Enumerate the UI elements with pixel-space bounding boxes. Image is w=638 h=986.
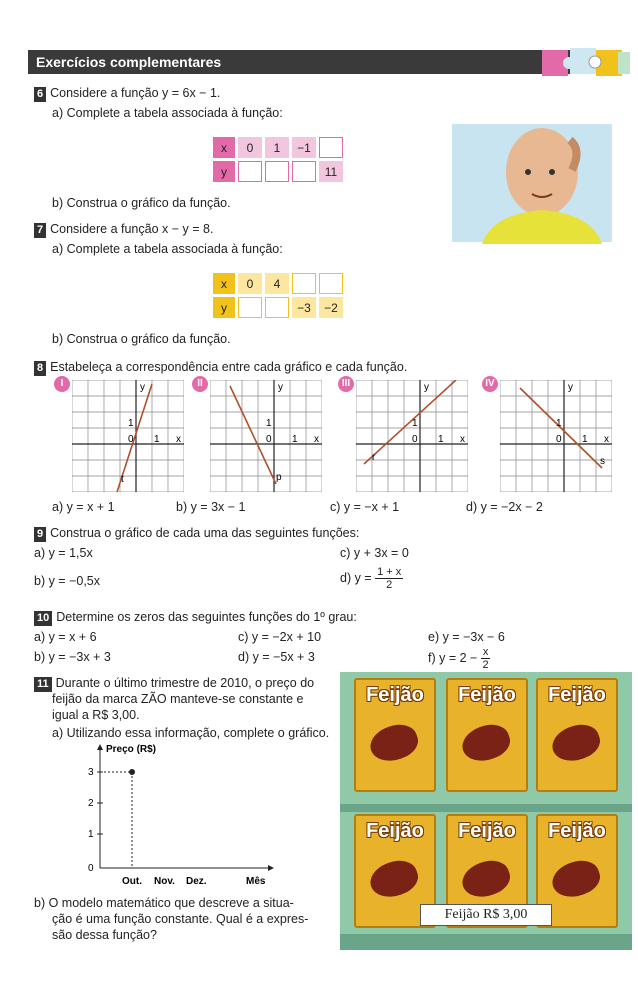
- tick-label: 0: [412, 434, 418, 445]
- chart-xlabel: Mês: [246, 876, 266, 887]
- ex9-d: d) y = $\frac{1 + x}{2}$: [340, 566, 402, 591]
- ex8-opt-c: c) y = −x + 1: [330, 500, 400, 514]
- table-input[interactable]: [265, 161, 289, 182]
- tick-label: 1: [154, 434, 160, 445]
- ex11-b3: são dessa função?: [52, 928, 157, 942]
- function-graph: [210, 380, 322, 492]
- ex8-opt-b: b) y = 3x − 1: [176, 500, 246, 514]
- bean-bag: Feijão: [446, 678, 528, 792]
- ex6-table: x 0 1 −1 y 11: [210, 134, 346, 185]
- section-title: Exercícios complementares: [36, 54, 222, 70]
- y-tick: 3: [88, 767, 94, 778]
- ex11-b2: ção é uma função constante. Qual é a expres-: [52, 912, 309, 926]
- ex8-stem: 8 Estabeleça a correspondência entre cada gráfico e cada função.: [34, 360, 407, 376]
- ex7-b: b) Construa o gráfico da função.: [52, 332, 231, 346]
- tick-label: 1: [128, 418, 134, 429]
- table-input[interactable]: [292, 273, 316, 294]
- table-input[interactable]: [238, 161, 262, 182]
- point-label: r: [372, 452, 376, 463]
- thinking-boy-illustration: [452, 110, 614, 244]
- function-graph: [500, 380, 612, 492]
- ex7-number: 7: [34, 223, 46, 238]
- tick-label: 1: [582, 434, 588, 445]
- x-axis-label: x: [314, 434, 319, 445]
- chart-ylabel: Preço (R$): [106, 744, 157, 755]
- tick-label: 0: [128, 434, 134, 445]
- ex10-stem: 10 Determine os zeros das seguintes funções do 1º grau:: [34, 610, 357, 626]
- graph-badge: II: [192, 376, 208, 392]
- y-axis-label: y: [278, 382, 283, 393]
- x-tick: Dez.: [186, 876, 207, 887]
- ex6-stem: 6 Considere a função y = 6x − 1.: [34, 86, 220, 102]
- ex10-c: c) y = −2x + 10: [238, 630, 322, 644]
- section-header: [28, 50, 588, 74]
- x-tick: Out.: [122, 876, 142, 887]
- ex10-a: a) y = x + 6: [34, 630, 97, 644]
- ex8-opt-d: d) y = −2x − 2: [466, 500, 543, 514]
- ex10-f: f) y = 2 − $\frac{x}{2}$: [428, 646, 489, 671]
- point-label: p: [276, 472, 282, 483]
- ex9-a: a) y = 1,5x: [34, 546, 93, 560]
- ex11-b1: b) O modelo matemático que descreve a situa-: [34, 896, 294, 910]
- table-input[interactable]: [292, 161, 316, 182]
- ex11-line3: igual a R$ 3,00.: [52, 708, 140, 722]
- ex7-a: a) Complete a tabela associada à função:: [52, 242, 283, 256]
- tick-label: 0: [556, 434, 562, 445]
- table-input[interactable]: [265, 297, 289, 318]
- ex10-b: b) y = −3x + 3: [34, 650, 111, 664]
- ex6-b: b) Construa o gráfico da função.: [52, 196, 231, 210]
- y-axis-label: y: [568, 382, 573, 393]
- y-axis-label: y: [140, 382, 145, 393]
- point-label: t: [121, 474, 124, 485]
- y-tick: 2: [88, 798, 94, 809]
- x-axis-label: x: [460, 434, 465, 445]
- ex9-b: b) y = −0,5x: [34, 574, 101, 588]
- tick-label: 1: [292, 434, 298, 445]
- point-label: s: [600, 456, 605, 467]
- y-tick: 1: [88, 829, 94, 840]
- bean-bag: Feijão: [536, 678, 618, 792]
- x-axis-label: x: [176, 434, 181, 445]
- ex11-a: a) Utilizando essa informação, complete o gráfico.: [52, 726, 330, 740]
- y-axis-label: y: [424, 382, 429, 393]
- ex9-stem: 9 Construa o gráfico de cada uma das seguintes funções:: [34, 526, 359, 542]
- ex10-e: e) y = −3x − 6: [428, 630, 505, 644]
- ex8-number: 8: [34, 361, 46, 376]
- graph-badge: IV: [482, 376, 498, 392]
- bean-shelf-illustration: [340, 672, 632, 950]
- table-input[interactable]: [238, 297, 262, 318]
- table-input[interactable]: [319, 137, 343, 158]
- puzzle-icon: [532, 42, 632, 84]
- x-tick: Nov.: [154, 876, 175, 887]
- ex11-line2: feijão da marca ZÃO manteve-se constante e: [52, 692, 304, 706]
- bean-bag: Feijão: [536, 814, 618, 928]
- ex6-number: 6: [34, 87, 46, 102]
- ex11-line1: 11 Durante o último trimestre de 2010, o preço do: [34, 676, 314, 692]
- ex8-opt-a: a) y = x + 1: [52, 500, 115, 514]
- ex9-c: c) y + 3x = 0: [340, 546, 409, 560]
- x-axis-label: x: [604, 434, 609, 445]
- bean-bag: Feijão: [354, 814, 436, 928]
- graph-badge: III: [338, 376, 354, 392]
- ex10-number: 10: [34, 611, 52, 626]
- bean-bag: Feijão: [354, 678, 436, 792]
- ex7-table: x 0 4 y −3 −2: [210, 270, 346, 321]
- function-graph: [72, 380, 184, 492]
- price-tag: Feijão R$ 3,00: [420, 904, 552, 926]
- ex9-number: 9: [34, 527, 46, 542]
- bean-bag: Feijão: [446, 814, 528, 928]
- ex11-number: 11: [34, 677, 52, 692]
- tick-label: 1: [556, 418, 562, 429]
- function-graph: [356, 380, 468, 492]
- ex7-stem: 7 Considere a função x − y = 8.: [34, 222, 213, 238]
- table-input[interactable]: [319, 273, 343, 294]
- data-point: [129, 769, 135, 775]
- ex6-a: a) Complete a tabela associada à função:: [52, 106, 283, 120]
- tick-label: 1: [266, 418, 272, 429]
- y-tick: 0: [88, 863, 94, 874]
- graph-badge: I: [54, 376, 70, 392]
- tick-label: 1: [412, 418, 418, 429]
- price-chart: [80, 742, 280, 892]
- ex10-d: d) y = −5x + 3: [238, 650, 315, 664]
- tick-label: 1: [438, 434, 444, 445]
- tick-label: 0: [266, 434, 272, 445]
